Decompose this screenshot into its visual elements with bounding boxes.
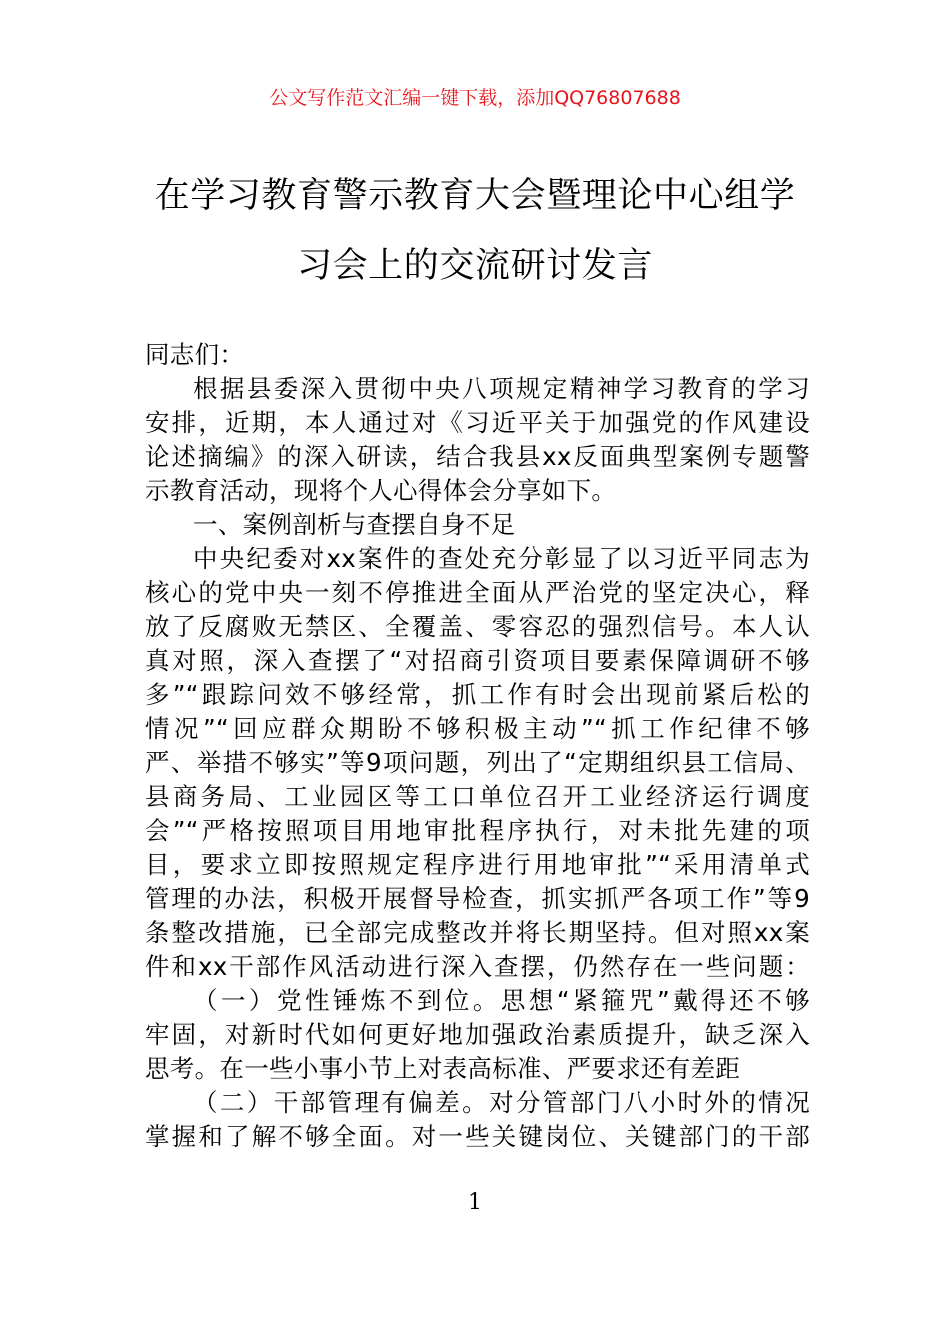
paragraph-line: 条整改措施，已全部完成整改并将长期坚持。但对照xx案 xyxy=(145,918,810,947)
paragraph-line: 安排，近期，本人通过对《习近平关于加强党的作风建设 xyxy=(145,408,810,437)
paragraph-line: 县商务局、工业园区等工口单位召开工业经济运行调度 xyxy=(145,782,810,811)
paragraph-line: 严、举措不够实”等9项问题，列出了“定期组织县工信局、 xyxy=(145,748,810,777)
paragraph-line: 目，要求立即按照规定程序进行用地审批”“采用清单式 xyxy=(145,850,810,879)
paragraph-line: 多”“跟踪问效不够经常，抓工作有时会出现前紧后松的 xyxy=(145,680,810,709)
paragraph-line: 放了反腐败无禁区、全覆盖、零容忍的强烈信号。本人认 xyxy=(145,612,810,641)
salutation: 同志们： xyxy=(145,340,245,369)
document-title-line-2: 习会上的交流研讨发言 xyxy=(296,246,653,286)
page-number: 1 xyxy=(468,1190,482,1215)
document-title-line-1: 在学习教育警示教育大会暨理论中心组学 xyxy=(154,176,796,216)
subsection-heading: （二）干部管理有偏差。对分管部门八小时外的情况 xyxy=(193,1088,810,1117)
paragraph-line: 牢固，对新时代如何更好地加强政治素质提升，缺乏深入 xyxy=(145,1020,810,1049)
paragraph-line: 件和xx干部作风活动进行深入查摆，仍然存在一些问题： xyxy=(145,952,810,981)
paragraph-line: 论述摘编》的深入研读，结合我县xx反面典型案例专题警 xyxy=(145,442,810,471)
paragraph-line: 示教育活动，现将个人心得体会分享如下。 xyxy=(145,476,617,505)
paragraph-line: 思考。在一些小事小节上对表高标准、严要求还有差距 xyxy=(145,1054,741,1083)
paragraph-line: 真对照，深入查摆了“对招商引资项目要素保障调研不够 xyxy=(145,646,810,675)
paragraph-line: 中央纪委对xx案件的查处充分彰显了以习近平同志为 xyxy=(193,544,810,573)
paragraph-line: 管理的办法，积极开展督导检查，抓实抓严各项工作”等9 xyxy=(145,884,810,913)
paragraph-line: 情况”“回应群众期盼不够积极主动”“抓工作纪律不够 xyxy=(145,714,810,743)
subsection-heading: （一）党性锤炼不到位。思想“紧箍咒”戴得还不够 xyxy=(193,986,810,1015)
watermark-header: 公文写作范文汇编一键下载，添加QQ76807688 xyxy=(269,87,681,109)
section-heading: 一、案例剖析与查摆自身不足 xyxy=(193,510,516,539)
paragraph-line: 会”“严格按照项目用地审批程序执行，对未批先建的项 xyxy=(145,816,810,845)
paragraph-line: 根据县委深入贯彻中央八项规定精神学习教育的学习 xyxy=(193,374,810,403)
paragraph-line: 掌握和了解不够全面。对一些关键岗位、关键部门的干部 xyxy=(145,1122,810,1151)
paragraph-line: 核心的党中央一刻不停推进全面从严治党的坚定决心，释 xyxy=(145,578,810,607)
